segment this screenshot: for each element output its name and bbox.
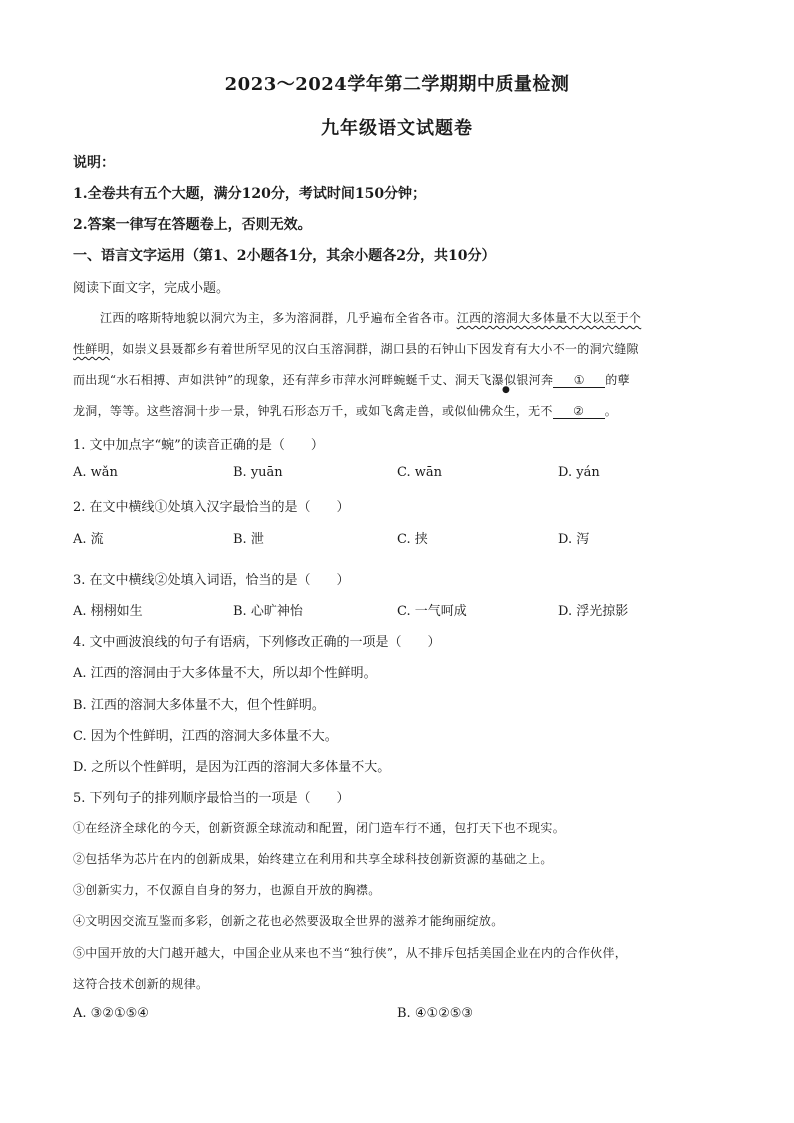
question-4-option-c[interactable]: C. 因为个性鲜明，江西的溶洞大多体量不大。: [73, 729, 338, 744]
question-2-option-c[interactable]: C. 挟: [397, 532, 428, 547]
passage-text: 的孽: [605, 373, 630, 387]
question-5-option-b[interactable]: B. ④①②⑤③: [397, 1006, 474, 1021]
emphasis-dot: ●: [502, 385, 510, 395]
passage-text: 江西的喀斯特地貌以洞穴为主，多为溶洞群，几乎遍布全省各市。: [100, 311, 457, 325]
passage-line-1: [100, 309, 641, 326]
question-1-option-a[interactable]: A. wǎn: [73, 465, 118, 480]
question-5-sentence-2: ②包括华为芯片在内的创新成果，始终建立在利用和共享全球科技创新资源的基础之上。: [73, 852, 553, 866]
blank-1: ①: [553, 373, 605, 388]
question-5-sentence-5-cont: 这符合技术创新的规律。: [73, 977, 209, 991]
passage-text: 而出现“水石相搏、声如洪钟”的现象，还有萍乡市萍水河畔蜿蜒千丈、洞天飞瀑似银河奔: [73, 373, 554, 387]
question-4-option-d[interactable]: D. 之所以个性鲜明，是因为江西的溶洞大多体量不大。: [73, 760, 391, 775]
question-5-option-a[interactable]: A. ③②①⑤④: [73, 1006, 149, 1021]
notes-label: 说明：: [73, 155, 115, 171]
wavy-underlined-sentence: 江西的溶洞大多体量不大以至于个: [456, 311, 642, 325]
question-3-option-c[interactable]: C. 一气呵成: [397, 604, 467, 619]
question-1-option-b[interactable]: B. yuān: [233, 465, 283, 480]
question-2-stem: 2. 在文中横线①处填入汉字最恰当的是（ ）: [73, 500, 350, 515]
question-5-sentence-5: ⑤中国开放的大门越开越大，中国企业从来也不当“独行侠”，从不排斥包括美国企业在内的合作伙伴，: [73, 946, 628, 960]
passage-line-3: [73, 371, 630, 388]
passage-line-4: [73, 402, 617, 419]
question-2-option-d[interactable]: D. 泻: [558, 532, 590, 547]
question-4-option-a[interactable]: A. 江西的溶洞由于大多体量不大，所以却个性鲜明。: [73, 666, 377, 681]
section-1-instruction: 阅读下面文字，完成小题。: [73, 281, 230, 296]
question-4-option-b[interactable]: B. 江西的溶洞大多体量不大，但个性鲜明。: [73, 698, 325, 713]
exam-subtitle: 九年级语文试题卷: [321, 118, 473, 139]
section-1-heading: 一、语言文字运用（第1、2小题各1分，其余小题各2分，共10分）: [73, 248, 496, 264]
question-1-option-d[interactable]: D. yán: [558, 465, 600, 480]
question-3-option-b[interactable]: B. 心旷神怡: [233, 604, 303, 619]
question-2-option-b[interactable]: B. 泄: [233, 532, 264, 547]
question-3-option-d[interactable]: D. 浮光掠影: [558, 604, 629, 619]
passage-text: 龙洞，等等。这些溶洞十步一景，钟乳石形态万千，或如飞禽走兽，或似仙佛众生，无不: [73, 404, 553, 418]
question-5-stem: 5. 下列句子的排列顺序最恰当的一项是（ ）: [73, 791, 350, 806]
notes-item-2: 2.答案一律写在答题卷上，否则无效。: [73, 217, 312, 233]
question-4-stem: 4. 文中画波浪线的句子有语病，下列修改正确的一项是（ ）: [73, 635, 441, 650]
question-3-stem: 3. 在文中横线②处填入词语，恰当的是（ ）: [73, 573, 350, 588]
question-1-stem: 1. 文中加点字“蜿”的读音正确的是（ ）: [73, 438, 324, 453]
passage-text: ，如崇义县聂都乡有着世所罕见的汉白玉溶洞群，湖口县的石钟山下因发育有大小不一的洞穴缝隙: [109, 342, 639, 356]
question-5-sentence-4: ④文明因交流互鉴而多彩，创新之花也必然要汲取全世界的滋养才能绚丽绽放。: [73, 914, 504, 928]
question-3-option-a[interactable]: A. 栩栩如生: [73, 604, 143, 619]
question-5-sentence-3: ③创新实力，不仅源自自身的努力，也源自开放的胸襟。: [73, 883, 381, 897]
passage-line-2: [73, 340, 639, 357]
blank-2: ②: [553, 404, 605, 419]
question-1-option-c[interactable]: C. wān: [397, 465, 442, 480]
question-2-option-a[interactable]: A. 流: [73, 532, 104, 547]
question-5-sentence-1: ①在经济全球化的今天，创新资源全球流动和配置，闭门造车行不通，包打天下也不现实。: [73, 821, 566, 835]
wavy-underlined-sentence: 性鲜明: [73, 342, 110, 356]
notes-item-1: 1.全卷共有五个大题，满分120分，考试时间150分钟；: [73, 186, 427, 202]
exam-title: 2023～2024学年第二学期期中质量检测: [224, 74, 570, 95]
passage-text: 。: [604, 404, 618, 418]
